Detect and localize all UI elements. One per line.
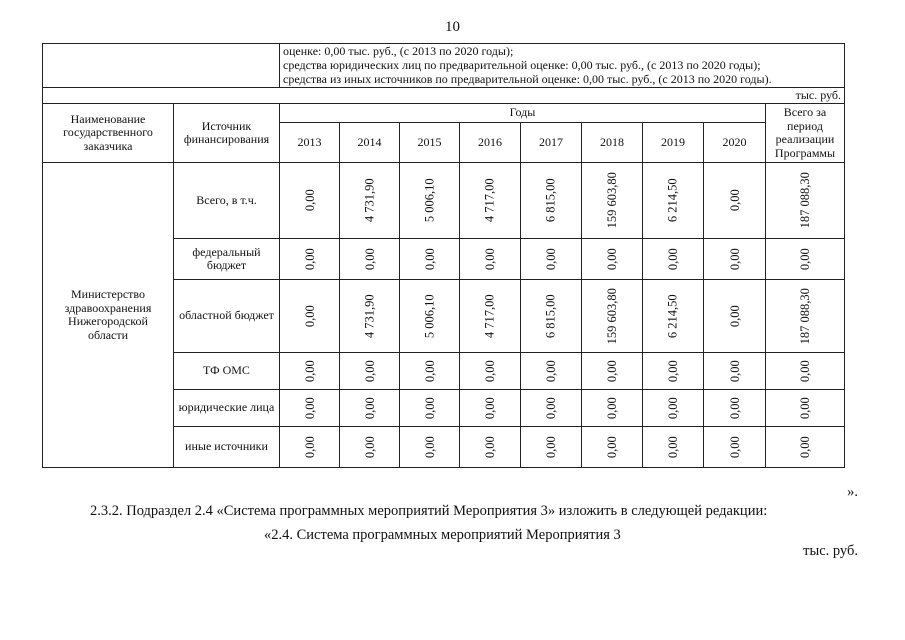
value-text: 0,00 [482,248,497,271]
value-cell [521,280,582,353]
header-years: Годы [280,104,766,123]
header-customer: Наименование государственного заказчика [43,104,174,163]
value-cell [704,239,766,280]
value-text: 0,00 [665,397,680,420]
value-text: 0,00 [604,397,619,420]
value-cell [340,163,400,239]
value-cell [704,390,766,427]
intro-row [43,44,845,88]
value-cell [643,239,704,280]
source-cell: Всего, в т.ч. [174,163,280,239]
units-label: тыс. руб. [43,88,845,104]
units-row [43,88,845,104]
value-text: 0,00 [362,436,377,459]
value-text: 4 731,90 [362,294,377,339]
header-row-1 [43,104,845,123]
value-cell [400,280,460,353]
year-2014: 2014 [340,123,400,163]
value-text: 6 815,00 [543,294,558,339]
subsection-heading: «2.4. Система программных мероприятий Мероприятия 3 [264,527,621,543]
value-text: 0,00 [482,360,497,383]
header-source: Источник финансирования [174,104,280,163]
value-text: 0,00 [302,189,317,212]
value-cell [400,353,460,390]
value-text: 5 006,10 [422,178,437,223]
value-cell [521,163,582,239]
value-cell [643,163,704,239]
value-text: 0,00 [727,189,742,212]
units-bottom: тыс. руб. [803,543,858,559]
value-text: 4 717,00 [482,294,497,339]
value-text: 0,00 [665,436,680,459]
source-cell: ТФ ОМС [174,353,280,390]
value-text: 0,00 [482,436,497,459]
value-text: 5 006,10 [422,294,437,339]
value-cell [400,163,460,239]
value-text: 0,00 [797,397,812,420]
value-text: 0,00 [604,436,619,459]
value-text: 0,00 [422,248,437,271]
value-text: 0,00 [543,436,558,459]
value-text: 6 214,50 [665,294,680,339]
total-value-cell [766,390,845,427]
value-text: 0,00 [665,360,680,383]
source-cell: федеральный бюджет [174,239,280,280]
value-text: 0,00 [543,248,558,271]
value-cell [582,427,643,468]
value-text: 0,00 [302,436,317,459]
year-2013: 2013 [280,123,340,163]
value-text: 0,00 [422,436,437,459]
value-text: 0,00 [797,248,812,271]
value-text: 159 603,80 [604,172,619,229]
value-text: 0,00 [302,360,317,383]
value-text: 0,00 [362,360,377,383]
value-cell [643,390,704,427]
value-text: 187 088,30 [797,288,812,345]
total-value-cell [766,353,845,390]
intro-line: средства из иных источников по предварительной оценке: 0,00 тыс. руб., (с 2013 по 2020 годы). [283,71,772,86]
value-cell [280,353,340,390]
value-cell [280,390,340,427]
total-value-cell [766,239,845,280]
year-2016: 2016 [460,123,521,163]
value-cell [582,280,643,353]
value-text: 0,00 [362,397,377,420]
value-cell [643,427,704,468]
value-cell [400,390,460,427]
paragraph-2-3-2: 2.3.2. Подраздел 2.4 «Система программных мероприятий Мероприятия 3» изложить в следующей редакции: [90,503,768,519]
value-cell [400,427,460,468]
value-cell [521,239,582,280]
total-value-cell [766,280,845,353]
value-text: 0,00 [604,248,619,271]
value-cell [280,427,340,468]
value-cell [643,353,704,390]
value-cell [460,353,521,390]
intro-line: оценке: 0,00 тыс. руб., (с 2013 по 2020 годы); [283,44,514,58]
value-text: 0,00 [797,436,812,459]
year-2015: 2015 [400,123,460,163]
value-cell [704,163,766,239]
value-cell [340,239,400,280]
value-text: 187 088,30 [797,172,812,229]
value-cell [704,280,766,353]
financing-table [42,43,845,468]
value-cell [400,239,460,280]
customer-name-cell: Министерство здравоохранения Нижегородской области [43,163,174,468]
value-cell [340,353,400,390]
value-cell [460,427,521,468]
value-text: 0,00 [727,397,742,420]
closing-quote: ». [847,484,858,500]
intro-blank-cell [43,44,280,88]
intro-line: средства юридических лиц по предварительной оценке: 0,00 тыс. руб., (с 2013 по 2020 годы); [283,57,761,72]
value-cell [280,239,340,280]
value-cell [582,163,643,239]
value-text: 4 731,90 [362,178,377,223]
value-cell [521,427,582,468]
value-text: 159 603,80 [604,288,619,345]
value-text: 0,00 [727,436,742,459]
value-cell [521,353,582,390]
source-cell: иные источники [174,427,280,468]
value-text: 0,00 [422,360,437,383]
value-text: 0,00 [604,360,619,383]
value-text: 0,00 [727,360,742,383]
value-cell [582,390,643,427]
page-number: 10 [445,19,460,35]
value-text: 4 717,00 [482,178,497,223]
value-text: 6 214,50 [665,178,680,223]
value-cell [704,353,766,390]
value-text: 0,00 [543,397,558,420]
year-2017: 2017 [521,123,582,163]
value-cell [582,239,643,280]
value-text: 6 815,00 [543,178,558,223]
value-cell [460,280,521,353]
value-text: 0,00 [362,248,377,271]
source-cell: юридические лица [174,390,280,427]
year-2018: 2018 [582,123,643,163]
value-cell [643,280,704,353]
value-cell [460,390,521,427]
value-cell [460,239,521,280]
header-total: Всего за период реализации Программы [766,104,845,163]
total-value-cell [766,427,845,468]
value-cell [704,427,766,468]
intro-text-cell [280,44,845,88]
value-text: 0,00 [302,397,317,420]
value-text: 0,00 [727,248,742,271]
value-cell [582,353,643,390]
value-cell [340,427,400,468]
value-cell [340,390,400,427]
value-text: 0,00 [543,360,558,383]
value-cell [340,280,400,353]
total-value-cell [766,163,845,239]
value-text: 0,00 [727,305,742,328]
value-text: 0,00 [302,305,317,328]
year-2019: 2019 [643,123,704,163]
value-text: 0,00 [302,248,317,271]
value-text: 0,00 [482,397,497,420]
value-cell [460,163,521,239]
year-2020: 2020 [704,123,766,163]
source-cell: областной бюджет [174,280,280,353]
value-text: 0,00 [797,360,812,383]
value-cell [280,280,340,353]
value-text: 0,00 [422,397,437,420]
value-cell [521,390,582,427]
value-cell [280,163,340,239]
value-text: 0,00 [665,248,680,271]
data-row [43,163,845,239]
